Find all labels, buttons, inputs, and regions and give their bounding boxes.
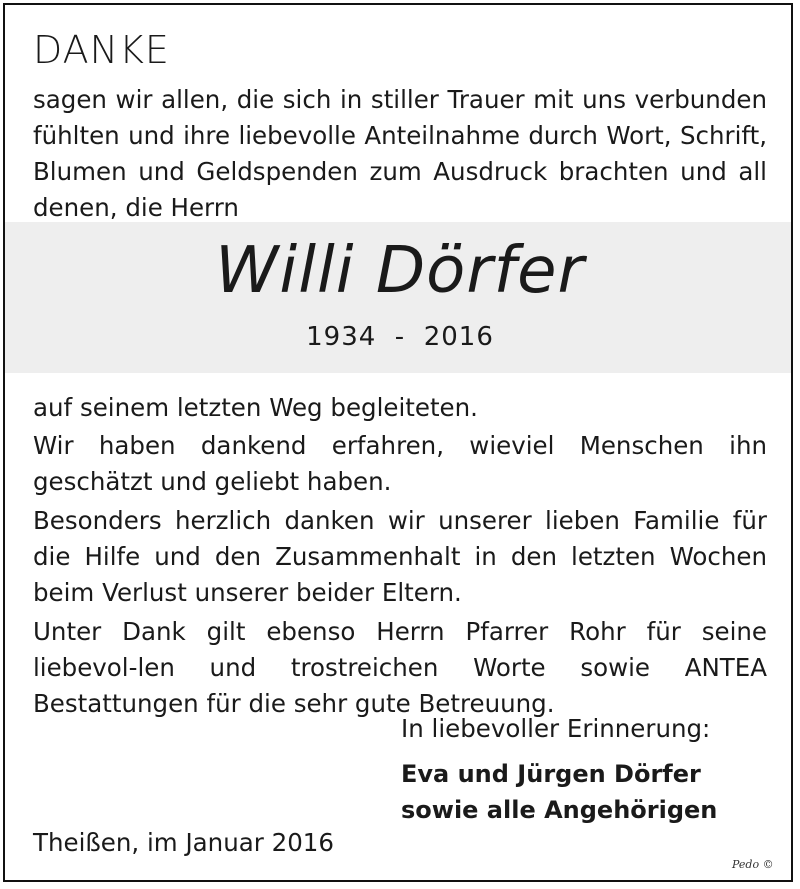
intro-paragraph: sagen wir allen, die sich in stiller Trauer mit uns verbunden fühlten und ihre liebevolle Anteilnahme durch Wort, Schrift, Blumen und Geldspenden zum Ausdruck brachten und all denen, die Herrn: [33, 85, 767, 222]
paragraph-3: Besonders herzlich danken wir unserer lieben Familie für die Hilfe und den Zusammenhalt in den letzten Wochen beim Verlust unserer beider Eltern.: [33, 506, 767, 607]
place-date: Theißen, im Januar 2016: [33, 828, 334, 857]
life-dates: 1934 - 2016: [306, 322, 494, 352]
paragraph-1: auf seinem letzten Weg begleiteten.: [33, 393, 478, 422]
signer-line-1: Eva und Jürgen Dörfer: [401, 760, 701, 788]
signer-line-2: sowie alle Angehörigen: [401, 796, 718, 824]
paragraph-4: Unter Dank gilt ebenso Herrn Pfarrer Rohr für seine liebevol-len und trostreichen Worte sowie ANTEA Bestattungen für die sehr gute Betreuung.: [33, 617, 767, 718]
paragraph-2: Wir haben dankend erfahren, wieviel Menschen ihn geschätzt und geliebt haben.: [33, 431, 767, 496]
deceased-name: Willi Dörfer: [215, 234, 585, 308]
heading: DANKE: [33, 28, 170, 72]
closing-line: In liebevoller Erinnerung:: [401, 714, 711, 743]
signers: [401, 756, 717, 828]
designer-mark: Pedo ©: [732, 858, 774, 871]
